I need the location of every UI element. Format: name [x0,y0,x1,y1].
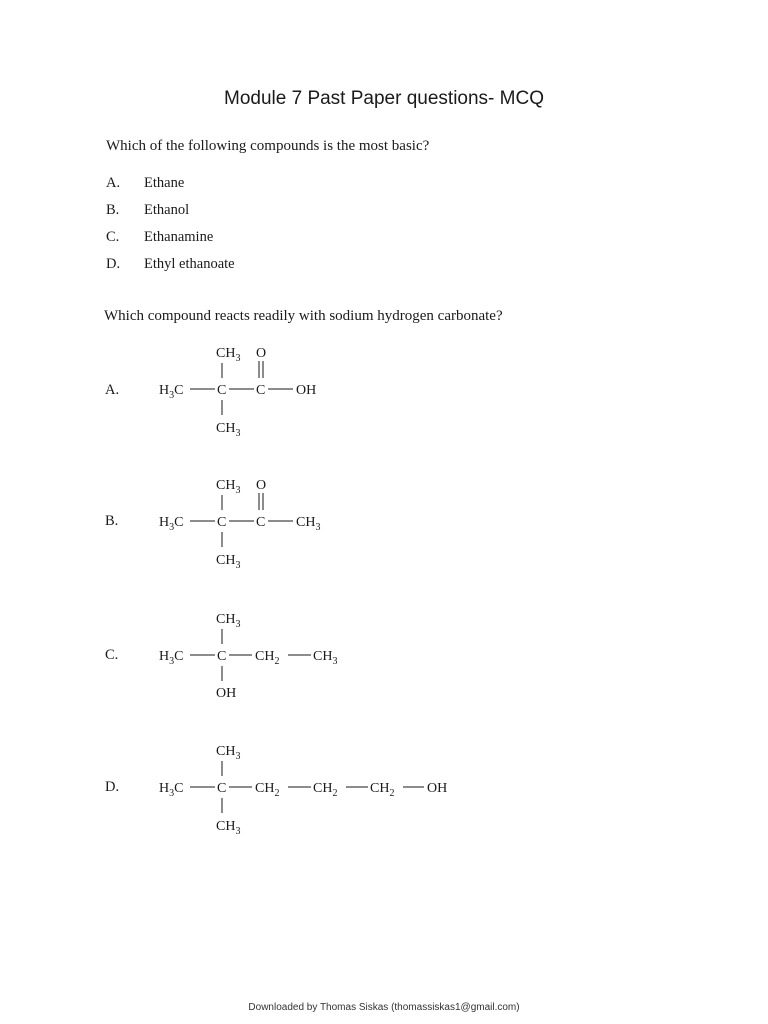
question-2-text: Which compound reacts readily with sodium hydrogen carbonate? [104,308,503,324]
q2-option-c-letter: C. [105,647,119,663]
q2d-chain-group-2: $CH_2$ [313,781,338,799]
q2c-end-group: $CH_3$ [313,649,338,667]
q2b-carbonyl-carbon: C [256,515,266,530]
q2a-top-group: $CH_3$ [216,346,241,364]
q2b-left-group: $H_3C$ [159,515,184,533]
q2c-left-group: $H_3C$ [159,649,184,667]
q1-option-a-letter: A. [106,175,121,191]
q2-option-d-letter: D. [105,779,120,795]
q2d-left-group: $H_3C$ [159,781,184,799]
q2a-carbonyl-oxygen: O [256,346,267,361]
q1-option-c-text: Ethanamine [144,229,214,245]
page-title: Module 7 Past Paper questions- MCQ [224,88,544,109]
q2d-central-carbon: C [217,781,227,796]
q2b-carbonyl-oxygen: O [256,478,267,493]
q2c-top-group: $CH_3$ [216,612,241,630]
q1-option-c-letter: C. [106,229,120,245]
q2a-end-group: OH [296,383,317,398]
q2d-chain-group-3: $CH_2$ [370,781,395,799]
q2-option-b-structure [140,472,480,572]
q2b-central-carbon: C [217,515,227,530]
q2c-central-carbon: C [217,649,227,664]
q2b-end-group: $CH_3$ [296,515,321,533]
q2a-left-group: $H_3C$ [159,383,184,401]
q2b-top-group: $CH_3$ [216,478,241,496]
q2-option-c-structure [140,606,480,706]
q2-option-a-structure [140,340,480,440]
q2d-end-group: OH [427,781,448,796]
q1-option-d-text: Ethyl ethanoate [144,256,235,272]
q2c-chain-group-1: $CH_2$ [255,649,280,667]
q2a-bottom-group: $CH_3$ [216,421,241,439]
q2d-bottom-group: $CH_3$ [216,819,241,837]
q1-option-b-text: Ethanol [144,202,190,218]
q2-option-b-letter: B. [105,513,119,529]
q2-option-d-structure [140,738,480,838]
q1-option-b-letter: B. [106,202,120,218]
q2d-chain-group-1: $CH_2$ [255,781,280,799]
q2a-central-carbon: C [217,383,227,398]
q1-option-d-letter: D. [106,256,121,272]
q1-option-a-text: Ethane [144,175,185,191]
q2a-carbonyl-carbon: C [256,383,266,398]
question-1-text: Which of the following compounds is the most basic? [106,138,430,154]
q2d-top-group: $CH_3$ [216,744,241,762]
q2-option-a-letter: A. [105,382,120,398]
download-footer: Downloaded by Thomas Siskas (thomassiskas1@gmail.com) [248,1002,520,1013]
q2b-bottom-group: $CH_3$ [216,553,241,571]
q2c-bottom-group: OH [216,686,237,701]
